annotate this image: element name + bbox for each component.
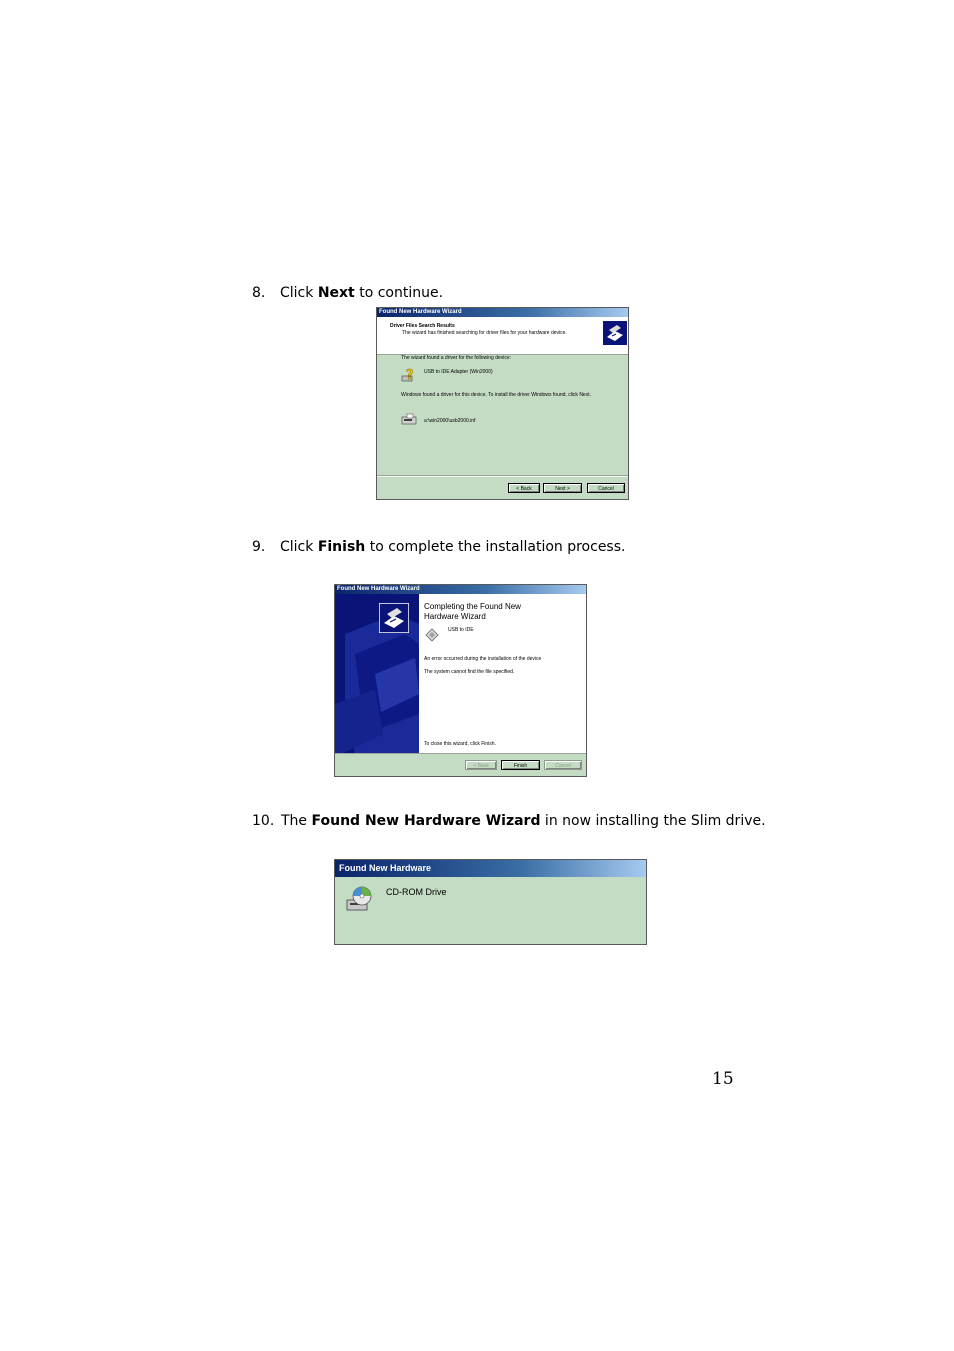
cancel-button[interactable]: Cancel	[544, 760, 582, 770]
driver-search-results-dialog	[376, 307, 629, 500]
step-text-bold: Finish	[317, 539, 366, 555]
install-instructions: Windows found a driver for this device. To install the driver Windows found, click Next.	[401, 392, 591, 398]
step-number: 8.	[252, 285, 266, 301]
close-instructions: To close this wizard, click Finish.	[424, 741, 496, 747]
back-button[interactable]: < Back	[508, 483, 540, 493]
step-number: 9.	[252, 539, 266, 555]
step-text-post: to continue.	[354, 285, 444, 301]
driver-file-icon	[401, 413, 417, 425]
step-text-pre: Click	[280, 539, 318, 555]
found-driver-text: The wizard found a driver for the following device:	[401, 355, 512, 361]
completing-wizard-dialog	[334, 584, 587, 777]
svg-text:?: ?	[406, 368, 414, 383]
dialog-titlebar[interactable]: Found New Hardware	[335, 860, 646, 877]
step-9	[252, 539, 625, 555]
wizard-side-banner	[335, 594, 419, 753]
step-text-pre: Click	[280, 285, 318, 301]
back-button[interactable]: < Back	[465, 760, 497, 770]
step-number: 10.	[252, 813, 275, 829]
cancel-button[interactable]: Cancel	[587, 483, 625, 493]
dialog-titlebar[interactable]: Found New Hardware Wizard	[377, 308, 628, 317]
footer-divider	[377, 475, 628, 476]
step-text-post: to complete the installation process.	[365, 539, 626, 555]
device-name: USB to IDE Adapter (Win2000)	[424, 369, 493, 375]
hardware-wizard-icon	[603, 321, 627, 345]
cd-rom-drive-icon	[346, 886, 374, 912]
dialog-titlebar[interactable]: Found New Hardware Wizard	[335, 585, 586, 594]
page-number: 15	[712, 1069, 734, 1089]
step-8	[252, 285, 443, 301]
wizard-heading-line1: Completing the Found New	[424, 602, 521, 611]
step-10	[252, 813, 766, 829]
device-name: USB to IDE	[448, 627, 474, 633]
dialog-heading: Driver Files Search Results	[390, 323, 455, 329]
error-message: An error occurred during the installation of the device	[424, 656, 542, 662]
step-text-post: in now installing the Slim drive.	[540, 813, 766, 829]
usb-device-icon	[425, 628, 439, 642]
next-button[interactable]: Next >	[543, 483, 582, 493]
found-new-hardware-popup	[334, 859, 647, 945]
step-text-bold: Next	[317, 285, 355, 301]
step-text-pre: The	[281, 813, 312, 829]
step-text-bold: Found New Hardware Wizard	[311, 813, 541, 829]
hardware-wizard-icon	[379, 603, 409, 633]
dialog-header	[377, 317, 628, 355]
finish-button[interactable]: Finish	[501, 760, 540, 770]
unknown-device-icon	[401, 367, 417, 383]
wizard-heading-line2: Hardware Wizard	[424, 612, 486, 621]
dialog-subheading: The wizard has finished searching for driver files for your hardware device.	[402, 330, 567, 336]
device-name: CD-ROM Drive	[386, 887, 447, 897]
driver-path: a:\win2000\usb2000.inf	[424, 418, 476, 424]
error-detail: The system cannot find the file specified.	[424, 669, 515, 675]
